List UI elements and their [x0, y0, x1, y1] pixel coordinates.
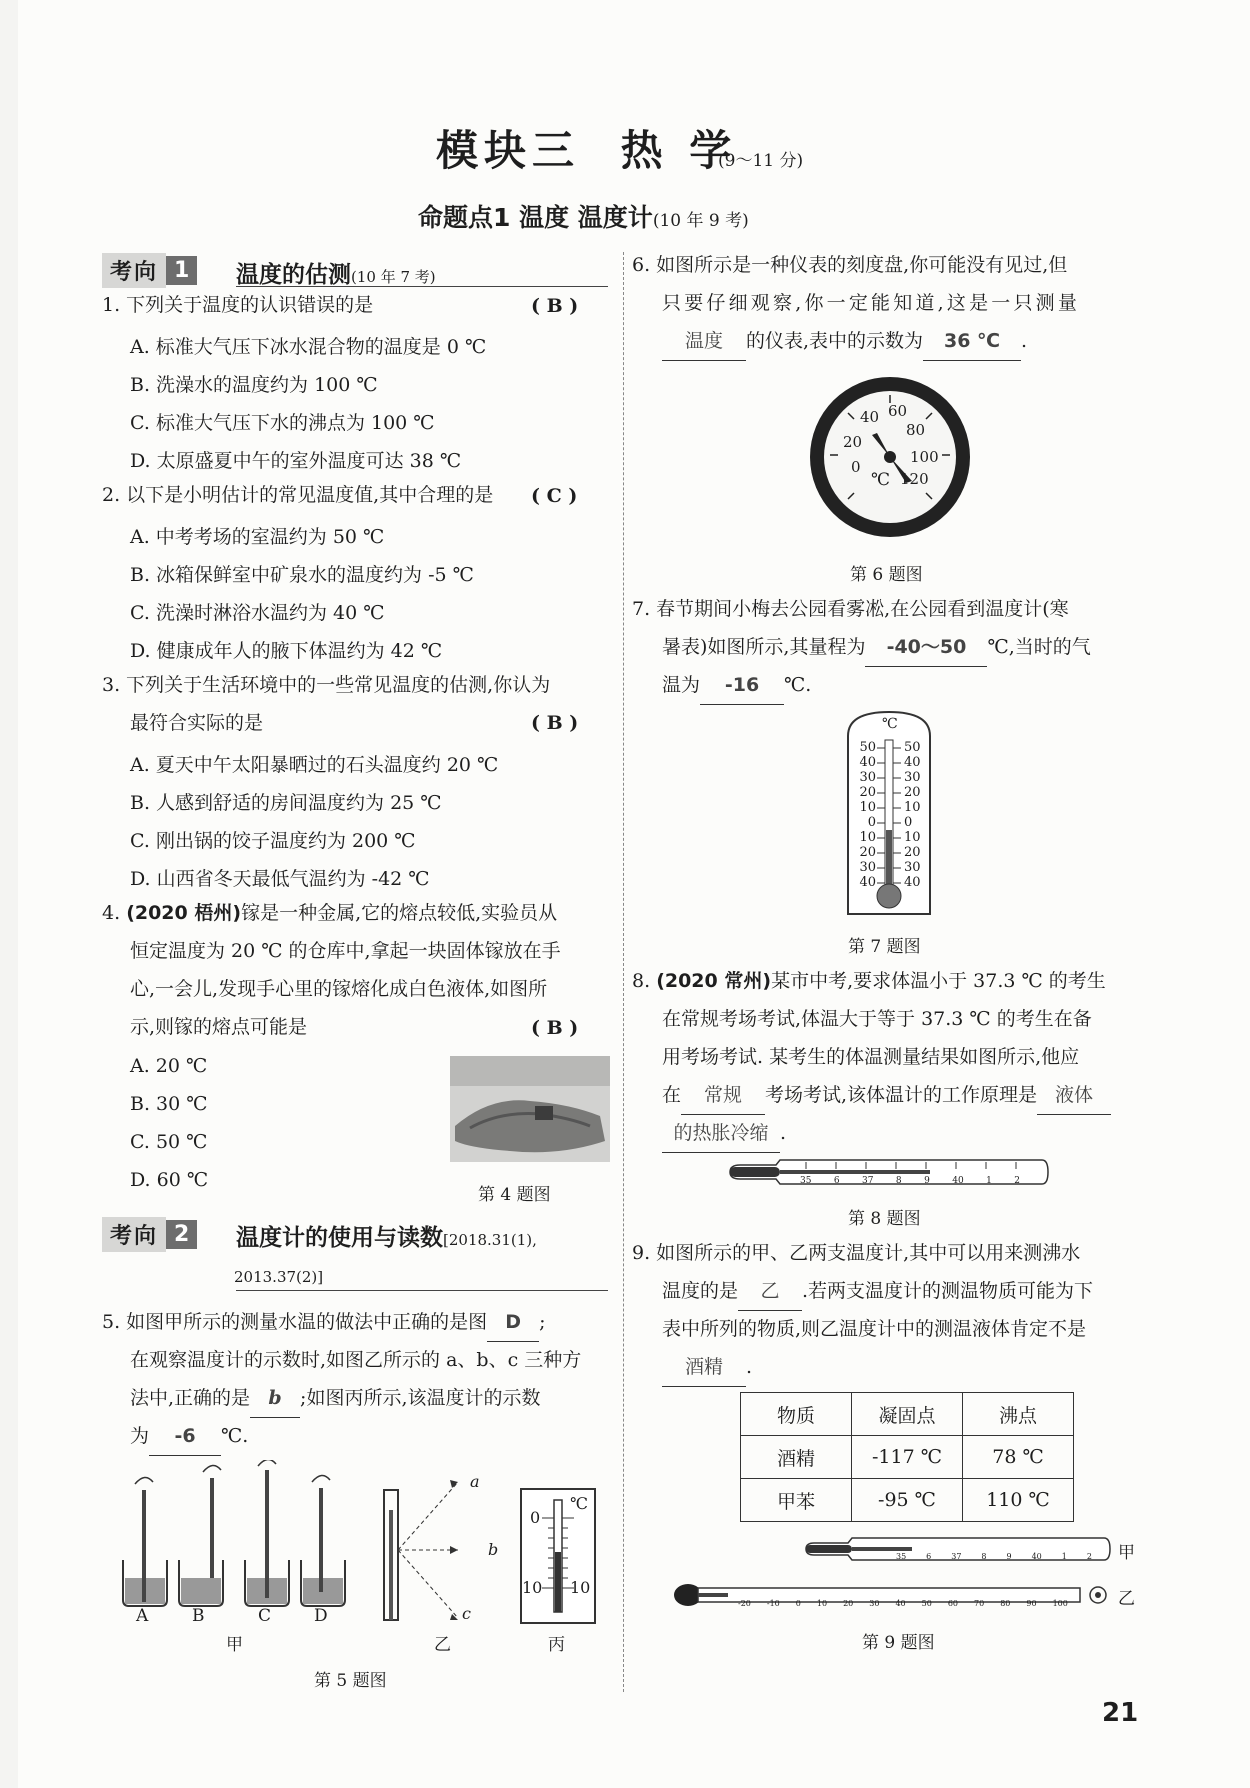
question-8-line2: 在常规考场考试,体温大于等于 37.3 ℃ 的考生在备: [662, 1008, 1092, 1030]
question-6-line2: 只要仔细观察,你一定能知道,这是一只测量: [662, 292, 1081, 314]
question-4-number: 4.: [102, 902, 121, 924]
figure-label-yi: 乙: [434, 1635, 451, 1655]
dial-label-100: 100: [910, 448, 939, 466]
tick: 10: [859, 830, 876, 845]
tick: 30: [904, 770, 921, 785]
table-cell: 78 ℃: [963, 1436, 1074, 1479]
question-4-option-b: B. 30 ℃: [130, 1093, 208, 1115]
beaker-d: [301, 1475, 345, 1606]
question-9-line3: 表中所列的物质,则乙温度计中的测温液体肯定不是: [662, 1318, 1087, 1340]
question-3-stem-line1: 3. 下列关于生活环境中的一些常见温度的估测,你认为: [102, 674, 551, 696]
table-cell: 110 ℃: [963, 1479, 1074, 1522]
yi-scale: [738, 1599, 1068, 1608]
question-5-text4b: ℃.: [221, 1425, 249, 1447]
scale-label: 37: [862, 1176, 874, 1186]
question-7-text2b: ℃,当时的气: [987, 636, 1091, 658]
scale-label: 8: [895, 1176, 902, 1186]
scale-label: 40: [952, 1176, 964, 1186]
scale-label: 35: [800, 1176, 812, 1186]
table-header-row: [741, 1393, 1074, 1436]
question-5-blank-2: b: [250, 1379, 300, 1418]
question-4-option-a: A. 20 ℃: [130, 1055, 208, 1077]
scale-label: 100: [1052, 1599, 1068, 1608]
section-title-text: 温度计的使用与读数: [236, 1225, 443, 1251]
tick: 0: [867, 815, 876, 830]
question-4-line3: 心,一会儿,发现手心里的镓熔化成白色液体,如图所: [130, 978, 548, 1000]
question-3-option-b: B. 人感到舒适的房间温度约为 25 ℃: [130, 792, 442, 814]
beaker-label-d: D: [314, 1606, 328, 1626]
question-6-line1: 6. 如图所示是一种仪表的刻度盘,你可能没有见过,但: [632, 254, 1068, 276]
table-row: [741, 1479, 1074, 1522]
section-badge-number: 1: [166, 256, 197, 285]
tick: 20: [904, 845, 921, 860]
question-5-caption: 第 5 题图: [314, 1671, 387, 1691]
question-6-dial: [808, 375, 972, 539]
beaker-c: [245, 1460, 289, 1606]
question-1-option-d: D. 太原盛夏中午的室外温度可达 38 ℃: [130, 450, 462, 472]
question-3-option-a: A. 夏天中午太阳暴晒过的石头温度约 20 ℃: [130, 754, 499, 776]
column-divider: [623, 252, 624, 1692]
section-badge-label: 考向: [102, 253, 166, 288]
tick: 30: [859, 860, 876, 875]
question-8-source: (2020 常州): [656, 970, 772, 992]
tick: 10: [904, 830, 921, 845]
question-7-line3: [662, 666, 811, 705]
question-4-line2: 恒定温度为 20 ℃ 的仓库中,拿起一块固体镓放在手: [130, 940, 561, 962]
scale-label: 1: [986, 1176, 992, 1186]
table-cell: 物质: [741, 1393, 852, 1436]
tick: 30: [904, 860, 921, 875]
question-6-caption: 第 6 题图: [850, 565, 923, 585]
q7-ticks-left: [850, 740, 876, 890]
question-5-blank-3: -6: [149, 1417, 221, 1456]
question-9-line1: 9. 如图所示的甲、乙两支温度计,其中可以用来测沸水: [632, 1242, 1081, 1264]
module-subject: 热 学: [620, 126, 738, 175]
question-4-photo: [450, 1056, 610, 1162]
table-cell: -95 ℃: [852, 1479, 963, 1522]
tick: 20: [904, 785, 921, 800]
question-9-blank-1: 乙: [738, 1272, 802, 1311]
question-4-text1: 镓是一种金属,它的熔点较低,实验员从: [241, 902, 558, 924]
q7-unit: ℃: [882, 716, 898, 732]
question-5-text1: 5. 如图甲所示的测量水温的做法中正确的是图: [102, 1311, 488, 1333]
tick: 30: [859, 770, 876, 785]
tick: 50: [859, 740, 876, 755]
scale-label: 40: [895, 1599, 906, 1608]
beaker-a: [123, 1477, 167, 1606]
section-title-text: 温度的估测: [236, 262, 351, 288]
question-7-blank-1: -40～50: [865, 628, 987, 667]
question-4-line4: 示,则镓的熔点可能是: [130, 1016, 308, 1038]
topic-title: [418, 198, 749, 234]
question-1-option-a: A. 标准大气压下冰水混合物的温度是 0 ℃: [130, 336, 487, 358]
dial-label-0: 0: [851, 458, 861, 476]
scale-label: 40: [1031, 1552, 1042, 1561]
table-row: [741, 1436, 1074, 1479]
question-2-answer: ( C ): [531, 485, 578, 507]
tick: 20: [859, 785, 876, 800]
tick: 50: [904, 740, 921, 755]
question-8-text1: 某市中考,要求体温小于 37.3 ℃ 的考生: [771, 970, 1106, 992]
question-2-option-d: D. 健康成年人的腋下体温约为 42 ℃: [130, 640, 443, 662]
beaker-b: [179, 1465, 223, 1606]
dial-unit: ℃: [871, 470, 891, 490]
section-badge-2: [102, 1216, 197, 1252]
question-8-number: 8.: [632, 970, 651, 992]
dial-label-120: 120: [900, 470, 929, 488]
scale-label: 2: [1086, 1552, 1092, 1561]
scale-label: 10: [816, 1599, 828, 1608]
dial-label-20: 20: [843, 433, 863, 451]
question-4-option-d: D. 60 ℃: [130, 1169, 209, 1191]
page-number: 21: [1102, 1698, 1139, 1728]
angle-label-c: c: [462, 1604, 471, 1623]
question-2-option-b: B. 冰箱保鲜室中矿泉水的温度约为 -5 ℃: [130, 564, 474, 586]
tick: 10: [904, 800, 921, 815]
table-cell: 甲苯: [741, 1479, 852, 1522]
dial-label-40: 40: [860, 408, 880, 426]
question-8-text4b: 考场考试,该体温计的工作原理是: [765, 1084, 1038, 1106]
module-title: [436, 118, 737, 178]
question-8-blank-2b: 的热胀冷缩: [662, 1114, 780, 1153]
question-5-figure-yi: [378, 1470, 488, 1630]
beaker-label-c: C: [258, 1606, 272, 1626]
bing-unit: ℃: [570, 1494, 588, 1513]
question-6-text3b: .: [1021, 330, 1028, 352]
question-6-blank-1: 温度: [662, 322, 746, 361]
question-2-option-c: C. 洗澡时淋浴水温约为 40 ℃: [130, 602, 385, 624]
question-4-option-c: C. 50 ℃: [130, 1131, 208, 1153]
tick: 40: [859, 875, 876, 890]
scale-label: 20: [843, 1599, 854, 1608]
beaker-label-a: A: [136, 1606, 149, 1626]
question-6-blank-2: 36 ℃: [923, 322, 1021, 361]
question-9-line2: [662, 1272, 1093, 1311]
question-8-blank-2: 液体: [1037, 1076, 1111, 1115]
module-score: (9～11 分): [718, 151, 804, 171]
question-5-text1b: ;: [539, 1311, 546, 1333]
question-8-text4: 在: [662, 1084, 682, 1106]
q8-scale: [800, 1176, 1020, 1186]
scale-label: 50: [921, 1599, 932, 1608]
question-8-caption: 第 8 题图: [848, 1209, 921, 1229]
scale-label: 8: [981, 1552, 987, 1561]
question-8-line1: [632, 962, 1106, 1000]
question-7-text3b: ℃.: [784, 674, 812, 696]
topic-label: 命题点1 温度 温度计: [418, 203, 653, 232]
section-rule-2: [236, 1290, 608, 1291]
scale-label: -10: [766, 1599, 780, 1608]
scale-label: 90: [1026, 1599, 1037, 1608]
question-5-line1: [102, 1303, 546, 1342]
section-title-2: [236, 1219, 537, 1252]
question-9-blank-2: 酒精: [662, 1348, 746, 1387]
question-1-option-b: B. 洗澡水的温度约为 100 ℃: [130, 374, 378, 396]
scale-label: 0: [795, 1599, 801, 1608]
angle-label-a: a: [470, 1472, 480, 1491]
section-badge-label: 考向: [102, 1217, 166, 1252]
section-badge-number: 2: [166, 1220, 197, 1249]
section-count: (10 年 7 考): [351, 268, 436, 286]
question-3-answer: ( B ): [531, 712, 579, 734]
scale-label: 9: [924, 1176, 930, 1186]
question-2-option-a: A. 中考考场的室温约为 50 ℃: [130, 526, 385, 548]
question-3-stem-line2: 最符合实际的是: [130, 712, 264, 734]
question-9-caption: 第 9 题图: [862, 1633, 935, 1653]
question-9-text2b: .若两支温度计的测温物质可能为下: [802, 1280, 1094, 1302]
question-1-option-c: C. 标准大气压下水的沸点为 100 ℃: [130, 412, 435, 434]
question-5-line4: [130, 1417, 248, 1456]
question-8-text5: .: [780, 1122, 787, 1144]
scale-label: -20: [738, 1599, 751, 1608]
table-cell: 酒精: [741, 1436, 852, 1479]
question-8-blank-1: 常规: [681, 1076, 765, 1115]
question-2-stem: 2. 以下是小明估计的常见温度值,其中合理的是: [102, 484, 494, 506]
label-jia: 甲: [1118, 1543, 1135, 1563]
tick: 40: [904, 755, 921, 770]
tick: 10: [859, 800, 876, 815]
table-cell: 凝固点: [852, 1393, 963, 1436]
label-yi: 乙: [1118, 1589, 1135, 1609]
question-5-line3: [130, 1379, 541, 1418]
scale-label: 6: [926, 1552, 932, 1561]
tick: 40: [904, 875, 921, 890]
section-title-1: [236, 256, 436, 289]
module-label: 模块三: [436, 126, 581, 175]
figure-label-jia: 甲: [226, 1635, 243, 1655]
question-5-text3b: ;如图丙所示,该温度计的示数: [300, 1387, 541, 1409]
question-5-text4: 为: [130, 1425, 150, 1447]
question-3-option-c: C. 刚出锅的饺子温度约为 200 ℃: [130, 830, 416, 852]
question-3-option-d: D. 山西省冬天最低气温约为 -42 ℃: [130, 868, 430, 890]
bing-zero: 0: [530, 1508, 541, 1527]
question-7-caption: 第 7 题图: [848, 937, 921, 957]
tick: 40: [859, 755, 876, 770]
question-4-source: (2020 梧州): [126, 902, 242, 924]
topic-count: (10 年 9 考): [652, 211, 749, 231]
question-5-blank-1: D: [487, 1303, 539, 1342]
scale-label: 30: [869, 1599, 880, 1608]
question-7-line1: 7. 春节期间小梅去公园看雾凇,在公园看到温度计(寒: [632, 598, 1069, 620]
tick: 0: [904, 815, 913, 830]
question-7-text2: 暑表)如图所示,其量程为: [662, 636, 866, 658]
question-8-line5: [662, 1114, 786, 1153]
question-1-answer: ( B ): [531, 295, 579, 317]
question-8-line4: [662, 1076, 1111, 1115]
beaker-label-b: B: [192, 1606, 205, 1626]
question-5-text3: 法中,正确的是: [130, 1387, 251, 1409]
question-6-text3: 的仪表,表中的示数为: [746, 330, 924, 352]
question-6-line3: [662, 322, 1027, 361]
question-7-line2: [662, 628, 1091, 667]
question-1-stem: 1. 下列关于温度的认识错误的是: [102, 294, 374, 316]
question-7-text3: 温为: [662, 674, 701, 696]
table-cell: 沸点: [963, 1393, 1074, 1436]
section-count: [2018.31(1),: [443, 1231, 537, 1249]
scale-label: 35: [896, 1552, 907, 1561]
question-9-text4: .: [746, 1356, 753, 1378]
question-4-line1: [102, 894, 557, 932]
scale-label: 2: [1014, 1176, 1020, 1186]
question-7-blank-2: -16: [700, 666, 784, 705]
question-9-line4: [662, 1348, 752, 1387]
question-4-caption: 第 4 题图: [478, 1185, 551, 1205]
dial-label-60: 60: [888, 402, 908, 420]
angle-label-b: b: [488, 1540, 499, 1559]
bing-ten-left: 10: [522, 1578, 543, 1597]
question-9-table: [740, 1392, 1074, 1522]
scale-label: 37: [951, 1552, 962, 1561]
question-9-text2: 温度的是: [662, 1280, 739, 1302]
jia-scale: [896, 1552, 1092, 1561]
tick: 20: [859, 845, 876, 860]
question-4-answer: ( B ): [531, 1017, 579, 1039]
figure-label-bing: 丙: [548, 1635, 565, 1655]
section-count-cont: 2013.37(2)]: [234, 1268, 324, 1286]
section-badge-1: [102, 252, 197, 288]
scale-label: 1: [1061, 1552, 1067, 1561]
scale-label: 70: [974, 1599, 985, 1608]
scale-label: 9: [1006, 1552, 1012, 1561]
scale-label: 6: [833, 1176, 840, 1186]
q7-ticks-right: [904, 740, 930, 890]
bing-ten-right: 10: [570, 1578, 591, 1597]
scale-label: 60: [947, 1599, 958, 1608]
scale-label: 80: [1000, 1599, 1011, 1608]
question-5-line2: 在观察温度计的示数时,如图乙所示的 a、b、c 三种方: [130, 1349, 582, 1371]
table-cell: -117 ℃: [852, 1436, 963, 1479]
question-8-line3: 用考场考试. 某考生的体温测量结果如图所示,他应: [662, 1046, 1080, 1068]
dial-label-80: 80: [906, 421, 926, 439]
